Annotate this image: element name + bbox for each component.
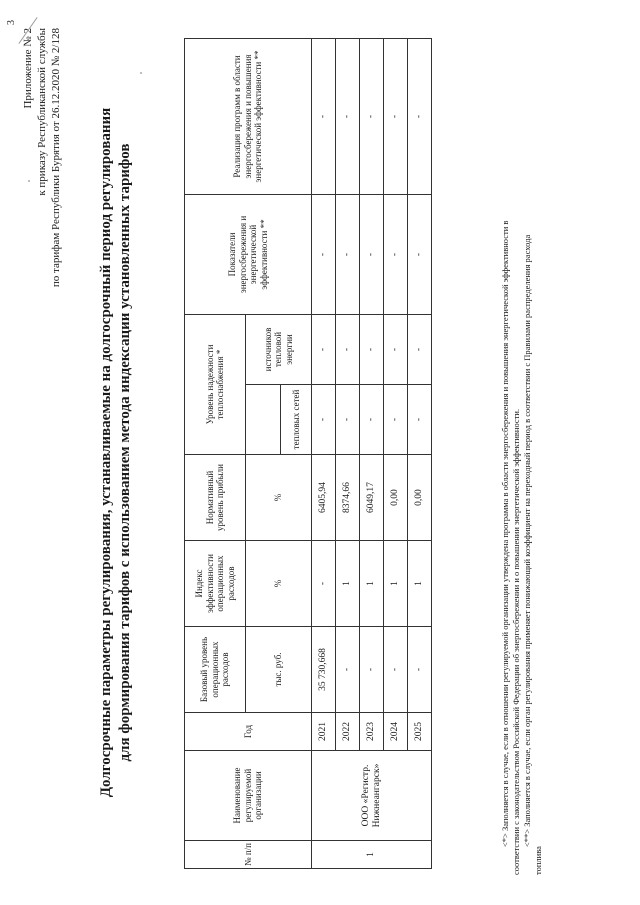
header-reliability: Уровень надежности теплоснабжения * xyxy=(185,314,246,454)
cell-profit: 0,00 xyxy=(384,455,408,541)
cell-year: 2023 xyxy=(360,713,384,751)
header-rel-networks: тепловых сетей xyxy=(281,385,312,455)
cell-net: - xyxy=(360,385,384,455)
header-profit: Нормативный уровень прибыли xyxy=(185,455,246,541)
cell-src: - xyxy=(312,314,336,384)
cell-net: - xyxy=(336,385,360,455)
cell-year: 2022 xyxy=(336,713,360,751)
cell-src: - xyxy=(384,314,408,384)
parameters-table xyxy=(184,38,432,869)
table-row xyxy=(336,38,360,868)
header-rel-sources: источников тепловой энергии xyxy=(246,314,312,384)
footnote-2-line-2: топлива xyxy=(533,846,543,875)
table-header-row xyxy=(185,38,246,868)
cell-profit: 6405,94 xyxy=(312,455,336,541)
cell-year: 2025 xyxy=(408,713,432,751)
cell-index: 1 xyxy=(336,541,360,627)
header-base: Базовый уровень операционных расходов xyxy=(185,627,246,713)
document-title-line-1: Долгосрочные параметры регулирования, устанавливаемые на долгосрочный период регулирования xyxy=(98,107,114,798)
scan-dot xyxy=(28,180,30,182)
unit-profit: % xyxy=(246,455,312,541)
footnote-1-line-1: <*> Заполняется в случае, если в отношении регулируемой организации утверждена программа в области энергосбережения и повышения энергетической эффективности в xyxy=(500,220,510,847)
appendix-line-3: по тарифам Республики Бурятия от 26.12.2020 № 2/128 xyxy=(50,28,62,288)
cell-energy: - xyxy=(408,194,432,314)
cell-profit: 6049,17 xyxy=(360,455,384,541)
cell-base: - xyxy=(360,627,384,713)
cell-energy: - xyxy=(360,194,384,314)
unit-index: % xyxy=(246,541,312,627)
footnote-1-line-2: соответствии с законодательством Российской Федерации об энергосбережении и о повышении энергетической эффективности. xyxy=(511,408,521,875)
footnote-2-line-1: <**> Заполняется в случае, если орган регулирования применяет понижающий коэффициент на переходный период в соответствии с Правилами распределения расхода xyxy=(522,234,532,847)
cell-index: 1 xyxy=(408,541,432,627)
table-row xyxy=(360,38,384,868)
cell-net: - xyxy=(312,385,336,455)
cell-profit: 8374,66 xyxy=(336,455,360,541)
cell-base: 35 730,668 xyxy=(312,627,336,713)
appendix-line-2: к приказу Республиканской службы xyxy=(36,28,48,196)
header-program: Реализация программ в области энергосбережения и повышения энергетической эффективности ** xyxy=(185,38,312,194)
header-index: Индекс эффективности операционных расходов xyxy=(185,541,246,627)
table-row xyxy=(312,38,336,868)
cell-energy: - xyxy=(312,194,336,314)
unit-base: тыс. руб. xyxy=(246,627,312,713)
cell-energy: - xyxy=(336,194,360,314)
cell-src: - xyxy=(336,314,360,384)
cell-src: - xyxy=(360,314,384,384)
cell-energy: - xyxy=(384,194,408,314)
header-year: Год xyxy=(185,713,312,751)
cell-index: 1 xyxy=(384,541,408,627)
header-org: Наименование регулируемой организации xyxy=(185,751,312,841)
cell-year: 2024 xyxy=(384,713,408,751)
scan-dot xyxy=(140,72,142,74)
cell-net: - xyxy=(384,385,408,455)
header-energy: Показатели энергосбережения и энергетической эффективности ** xyxy=(185,194,312,314)
cell-base: - xyxy=(408,627,432,713)
cell-base: - xyxy=(384,627,408,713)
header-num: № п/п xyxy=(185,841,312,869)
cell-index: - xyxy=(312,541,336,627)
table-row xyxy=(408,38,432,868)
cell-src: - xyxy=(408,314,432,384)
header-rel-networks-spacer xyxy=(246,385,281,455)
cell-num: 1 xyxy=(312,841,432,869)
cell-profit: 0,00 xyxy=(408,455,432,541)
cell-program: - xyxy=(384,38,408,194)
appendix-line-1: Приложение № 2 xyxy=(22,28,34,109)
cell-program: - xyxy=(360,38,384,194)
cell-org-name: ООО «Регистр. Нижнеангарск» xyxy=(312,751,432,841)
cell-index: 1 xyxy=(360,541,384,627)
cell-program: - xyxy=(408,38,432,194)
cell-net: - xyxy=(408,385,432,455)
table-row xyxy=(384,38,408,868)
page-number: 3 xyxy=(6,20,17,25)
cell-base: - xyxy=(336,627,360,713)
document-title-line-2: для формирования тарифов с использованием метода индексации установленных тарифов xyxy=(117,143,133,762)
cell-program: - xyxy=(312,38,336,194)
cell-program: - xyxy=(336,38,360,194)
cell-year: 2021 xyxy=(312,713,336,751)
